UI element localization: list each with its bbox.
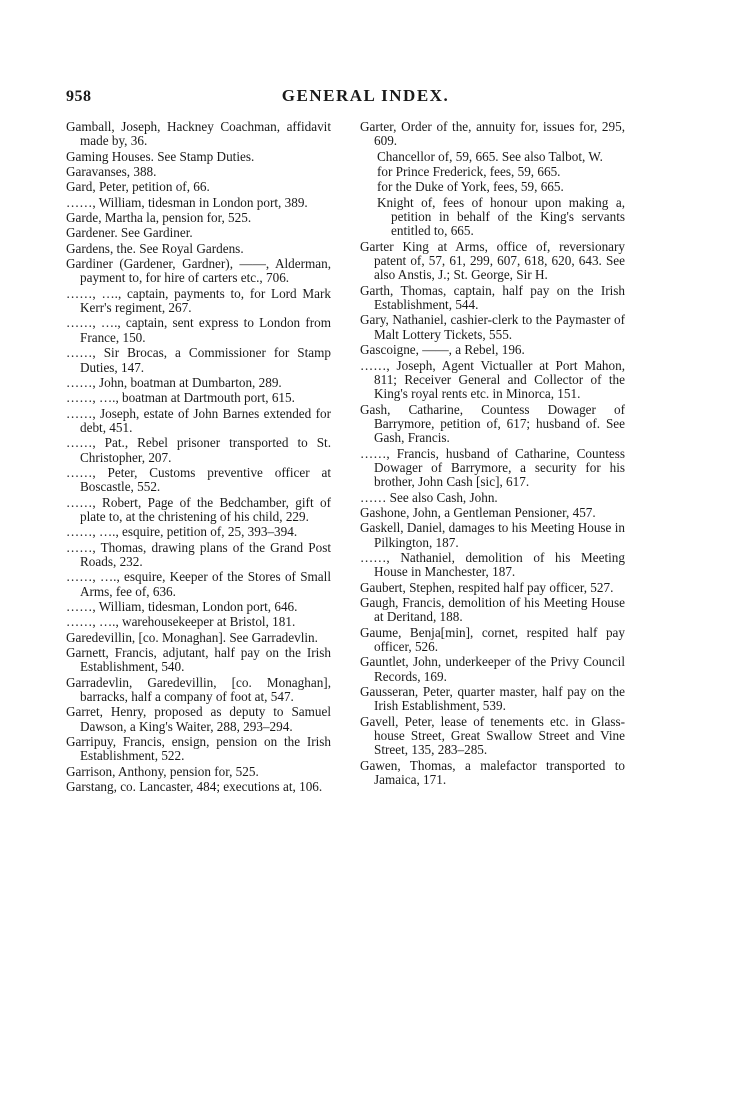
index-entry: Gaume, Benja[min], cornet, respited half pay officer, 526.: [360, 624, 625, 655]
index-entry: Garde, Martha la, pension for, 525.: [66, 210, 252, 226]
index-entry: Gaming Houses. See Stamp Duties.: [66, 148, 255, 164]
index-entry: …… See also Cash, John.: [360, 489, 498, 505]
index-entry: Garavanses, 388.: [66, 164, 157, 180]
index-subentry: Knight of, fees of honour upon making a, petition in behalf of the King's servants entitled to, 665.: [377, 194, 625, 239]
index-entry: Gary, Nathaniel, cashier-clerk to the Paymaster of Malt Lottery Tickets, 555.: [360, 312, 625, 342]
index-entry: Garnett, Francis, adjutant, half pay on the Irish Establishment, 540.: [66, 645, 331, 675]
index-subentry: for the Duke of York, fees, 59, 665.: [377, 179, 564, 195]
index-entry: Gaugh, Francis, demolition of his Meeting House at Deritand, 188.: [360, 595, 625, 625]
index-entry: ……, Francis, husband of Catharine, Countess Dowager of Barrymore, a security for his brother, John Cash [sic], 617.: [360, 445, 625, 490]
index-entry: ……, …., captain, sent express to London from France, 150.: [66, 315, 331, 345]
index-entry: Gauntlet, John, underkeeper of the Privy Council Records, 169.: [360, 654, 625, 684]
index-entry: ……, …., warehousekeeper at Bristol, 181.: [66, 614, 296, 630]
index-entry: Garstang, co. Lancaster, 484; executions at, 106.: [66, 779, 323, 795]
index-entry: Gardens, the. See Royal Gardens.: [66, 240, 244, 256]
index-subentry: for Prince Frederick, fees, 59, 665.: [377, 164, 561, 180]
index-entry: Garter, Order of the, annuity for, issues for, 295, 609.: [360, 119, 625, 149]
index-column-right: [360, 120, 625, 788]
index-entry: ……, …., boatman at Dartmouth port, 615.: [66, 390, 295, 406]
index-entry: ……, John, boatman at Dumbarton, 289.: [66, 374, 282, 390]
index-entry: Garret, Henry, proposed as deputy to Samuel Dawson, a King's Waiter, 288, 293–294.: [66, 704, 331, 734]
index-entry: ……, …., esquire, petition of, 25, 393–394.: [66, 524, 298, 540]
index-entry: Gascoigne, ——, a Rebel, 196.: [360, 342, 525, 358]
index-entry: ……, William, tidesman in London port, 389.: [66, 194, 308, 210]
index-subentry: Chancellor of, 59, 665. See also Talbot, W.: [377, 148, 603, 164]
index-entry: ……, …., esquire, Keeper of the Stores of Small Arms, fee of, 636.: [66, 569, 331, 599]
index-entry: ……, William, tidesman, London port, 646.: [66, 599, 298, 614]
index-entry: Garth, Thomas, captain, half pay on the Irish Establishment, 544.: [360, 282, 625, 313]
index-entry: Gardener. See Gardiner.: [66, 225, 193, 241]
index-entry: ……, Joseph, estate of John Barnes extended for debt, 451.: [66, 405, 331, 435]
index-entry: ……, Nathaniel, demolition of his Meeting House in Manchester, 187.: [360, 549, 625, 580]
index-entry: ……, Sir Brocas, a Commissioner for Stamp Duties, 147.: [66, 345, 331, 375]
index-column-left: [66, 120, 331, 795]
index-entry: Garrison, Anthony, pension for, 525.: [66, 763, 259, 779]
index-entry: Gardiner (Gardener, Gardner), ——, Alderman, payment to, for hire of carters etc., 706.: [66, 256, 331, 286]
index-entry: Gashone, John, a Gentleman Pensioner, 457.: [360, 504, 596, 520]
index-entry: Garradevlin, Garedevillin, [co. Monaghan], barracks, half a company of foot at, 547.: [66, 674, 331, 705]
index-entry: Gavell, Peter, lease of tenements etc. in Glass-house Street, Great Swallow Street and Vine Street, 135, 283–285.: [360, 713, 625, 758]
index-entry: Gausseran, Peter, quarter master, half pay on the Irish Establishment, 539.: [360, 684, 625, 714]
index-entry: ……, Peter, Customs preventive officer at Boscastle, 552.: [66, 464, 331, 495]
index-entry: Garedevillin, [co. Monaghan]. See Garradevlin.: [66, 629, 318, 645]
index-entry: Gard, Peter, petition of, 66.: [66, 179, 210, 195]
index-entry: ……, Joseph, Agent Victualler at Port Mahon, 811; Receiver General and Collector of the King's royal rents etc. in Minorca, 151.: [360, 357, 625, 402]
index-entry: Gaubert, Stephen, respited half pay officer, 527.: [360, 579, 614, 595]
page-title: GENERAL INDEX.: [281, 86, 450, 105]
index-entry: ……, Thomas, drawing plans of the Grand Post Roads, 232.: [66, 539, 331, 569]
index-entry: Gaskell, Daniel, damages to his Meeting House in Pilkington, 187.: [360, 520, 625, 550]
index-entry: ……, Robert, Page of the Bedchamber, gift of plate to, at the christening of his child, 229.: [66, 494, 331, 524]
index-entry: Gawen, Thomas, a malefactor transported to Jamaica, 171.: [360, 757, 625, 788]
index-entry: Gash, Catharine, Countess Dowager of Barrymore, petition of, 617; husband of. See Gash, Francis.: [360, 401, 625, 446]
index-entry: Gamball, Joseph, Hackney Coachman, affidavit made by, 36.: [66, 119, 331, 149]
index-entry: ……, …., captain, payments to, for Lord Mark Kerr's regiment, 267.: [66, 285, 331, 316]
index-entry: Garripuy, Francis, ensign, pension on the Irish Establishment, 522.: [66, 734, 331, 764]
page-number: 958: [66, 88, 92, 105]
index-entry: ……, Pat., Rebel prisoner transported to St. Christopher, 207.: [66, 435, 331, 465]
index-entry: Garter King at Arms, office of, reversionary patent of, 57, 61, 299, 607, 618, 620, 643. See also Anstis, J.; St. George, Sir H.: [360, 238, 625, 283]
